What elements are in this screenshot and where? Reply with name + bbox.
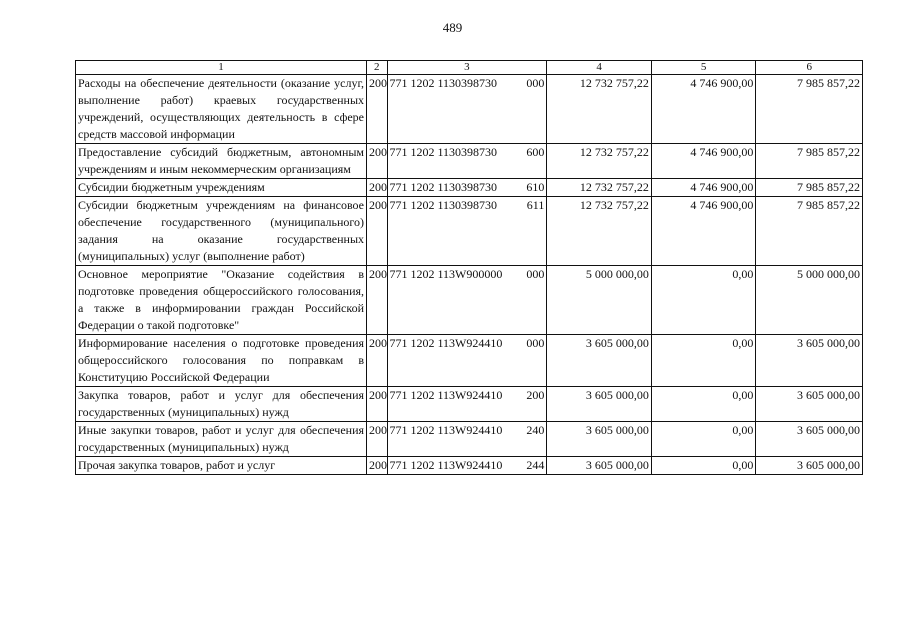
row-code bbox=[387, 179, 547, 197]
row-col2: 200 bbox=[367, 266, 387, 335]
row-code bbox=[387, 75, 547, 144]
column-header-5: 5 bbox=[651, 61, 756, 75]
row-value-6: 3 605 000,00 bbox=[756, 335, 863, 387]
row-name: Информирование населения о подготовке проведения общероссийского голосования по поправкам в Конституцию Российской Федерации bbox=[76, 335, 367, 387]
row-value-6: 7 985 857,22 bbox=[756, 75, 863, 144]
row-col2: 200 bbox=[367, 457, 387, 475]
table-row bbox=[76, 457, 863, 475]
row-value-4: 5 000 000,00 bbox=[547, 266, 652, 335]
row-code-kind: 600 bbox=[526, 145, 545, 159]
row-col2: 200 bbox=[367, 387, 387, 422]
row-col2: 200 bbox=[367, 75, 387, 144]
row-value-6: 3 605 000,00 bbox=[756, 422, 863, 457]
row-value-5: 4 746 900,00 bbox=[651, 179, 756, 197]
row-code-kind: 244 bbox=[526, 458, 545, 472]
row-value-5: 0,00 bbox=[651, 335, 756, 387]
row-value-5: 0,00 bbox=[651, 422, 756, 457]
row-code bbox=[387, 422, 547, 457]
row-code-kind: 000 bbox=[526, 267, 545, 281]
row-name: Расходы на обеспечение деятельности (оказание услуг, выполнение работ) краевых государственных учреждений, осуществляющих деятельность в сфере средств массовой информации bbox=[76, 75, 367, 144]
row-value-4: 12 732 757,22 bbox=[547, 179, 652, 197]
row-code bbox=[387, 266, 547, 335]
row-code-main: 771 1202 1130398730 bbox=[389, 180, 498, 194]
row-code bbox=[387, 197, 547, 266]
row-value-5: 0,00 bbox=[651, 266, 756, 335]
row-col2: 200 bbox=[367, 179, 387, 197]
row-name: Предоставление субсидий бюджетным, автономным учреждениям и иным некоммерческим организациям bbox=[76, 144, 367, 179]
column-header-3: 3 bbox=[387, 61, 547, 75]
row-code-main: 771 1202 113W924410 bbox=[389, 458, 503, 472]
row-value-4: 3 605 000,00 bbox=[547, 422, 652, 457]
page-number: 489 bbox=[442, 20, 463, 35]
row-code-kind: 240 bbox=[526, 423, 545, 437]
row-code-kind: 000 bbox=[526, 336, 545, 350]
row-value-6: 7 985 857,22 bbox=[756, 179, 863, 197]
row-code-kind: 610 bbox=[526, 180, 545, 194]
row-value-6: 7 985 857,22 bbox=[756, 197, 863, 266]
row-code bbox=[387, 457, 547, 475]
table-row bbox=[76, 75, 863, 144]
row-code-main: 771 1202 113W900000 bbox=[389, 267, 503, 281]
row-value-5: 4 746 900,00 bbox=[651, 144, 756, 179]
row-value-4: 3 605 000,00 bbox=[547, 387, 652, 422]
row-value-5: 4 746 900,00 bbox=[651, 197, 756, 266]
row-col2: 200 bbox=[367, 144, 387, 179]
row-value-4: 12 732 757,22 bbox=[547, 75, 652, 144]
row-code-kind: 611 bbox=[526, 198, 545, 212]
table-row bbox=[76, 179, 863, 197]
row-col2: 200 bbox=[367, 335, 387, 387]
column-header-2: 2 bbox=[367, 61, 387, 75]
row-name: Субсидии бюджетным учреждениям на финансовое обеспечение государственного (муниципального) задания на оказание государственных (муниципальных) услуг (выполнение работ) bbox=[76, 197, 367, 266]
row-value-4: 3 605 000,00 bbox=[547, 335, 652, 387]
row-col2: 200 bbox=[367, 422, 387, 457]
row-code bbox=[387, 387, 547, 422]
table-row bbox=[76, 387, 863, 422]
row-code-main: 771 1202 113W924410 bbox=[389, 423, 503, 437]
row-value-5: 0,00 bbox=[651, 457, 756, 475]
row-code-main: 771 1202 1130398730 bbox=[389, 198, 498, 212]
table-row bbox=[76, 335, 863, 387]
row-value-5: 4 746 900,00 bbox=[651, 75, 756, 144]
budget-table bbox=[75, 60, 863, 475]
row-value-6: 7 985 857,22 bbox=[756, 144, 863, 179]
header-row bbox=[76, 61, 863, 75]
row-code-main: 771 1202 113W924410 bbox=[389, 388, 503, 402]
row-value-4: 12 732 757,22 bbox=[547, 144, 652, 179]
row-code-kind: 000 bbox=[526, 76, 545, 90]
column-header-1: 1 bbox=[76, 61, 367, 75]
row-name: Прочая закупка товаров, работ и услуг bbox=[76, 457, 367, 475]
row-value-5: 0,00 bbox=[651, 387, 756, 422]
row-name: Субсидии бюджетным учреждениям bbox=[76, 179, 367, 197]
row-name: Иные закупки товаров, работ и услуг для обеспечения государственных (муниципальных) нужд bbox=[76, 422, 367, 457]
table-row bbox=[76, 266, 863, 335]
row-name: Основное мероприятие "Оказание содействия в подготовке проведения общероссийского голосования, а также в информировании граждан Российской Федерации о такой подготовке" bbox=[76, 266, 367, 335]
row-code bbox=[387, 144, 547, 179]
row-code bbox=[387, 335, 547, 387]
row-code-main: 771 1202 1130398730 bbox=[389, 76, 498, 90]
row-code-main: 771 1202 113W924410 bbox=[389, 336, 503, 350]
row-value-6: 3 605 000,00 bbox=[756, 457, 863, 475]
row-value-4: 12 732 757,22 bbox=[547, 197, 652, 266]
row-col2: 200 bbox=[367, 197, 387, 266]
row-value-4: 3 605 000,00 bbox=[547, 457, 652, 475]
table-row bbox=[76, 422, 863, 457]
column-header-4: 4 bbox=[547, 61, 652, 75]
column-header-6: 6 bbox=[756, 61, 863, 75]
table-row bbox=[76, 197, 863, 266]
row-name: Закупка товаров, работ и услуг для обеспечения государственных (муниципальных) нужд bbox=[76, 387, 367, 422]
row-code-kind: 200 bbox=[526, 388, 545, 402]
row-value-6: 5 000 000,00 bbox=[756, 266, 863, 335]
table-row bbox=[76, 144, 863, 179]
row-code-main: 771 1202 1130398730 bbox=[389, 145, 498, 159]
row-value-6: 3 605 000,00 bbox=[756, 387, 863, 422]
